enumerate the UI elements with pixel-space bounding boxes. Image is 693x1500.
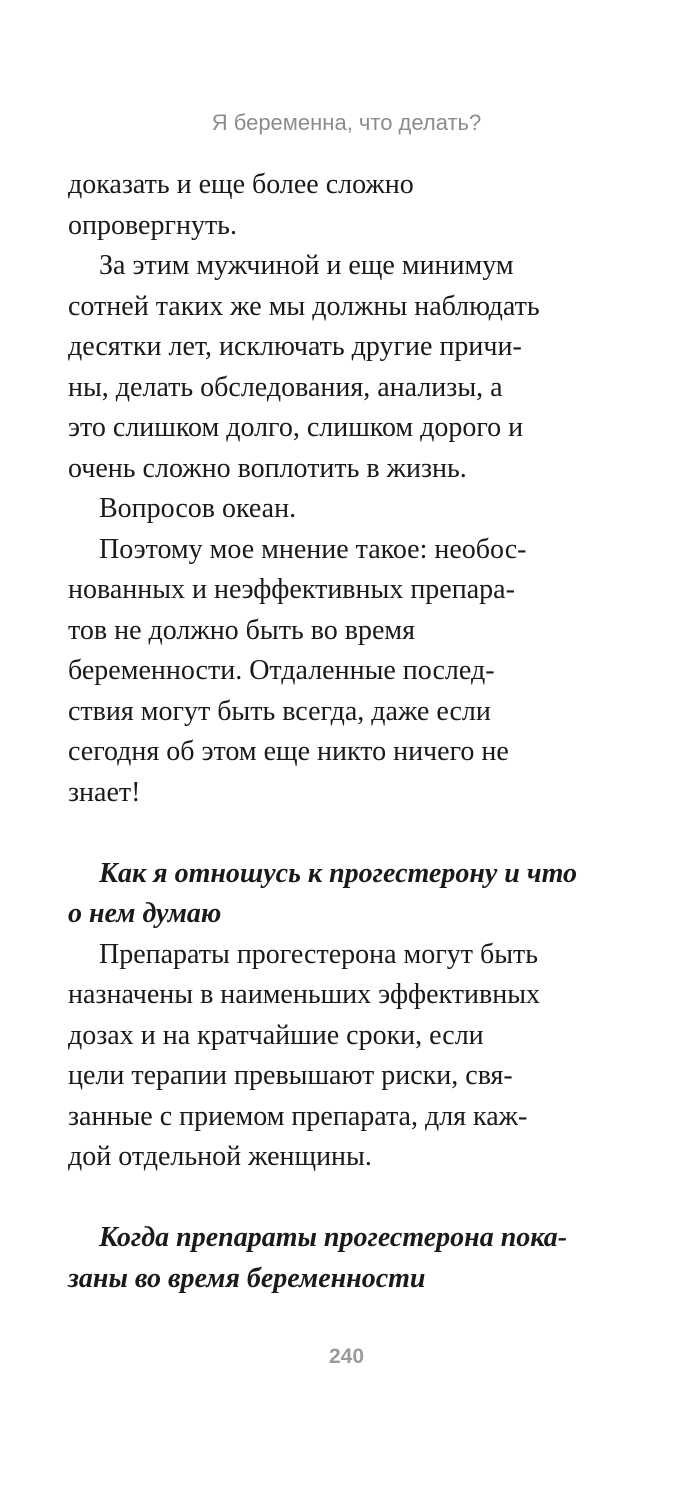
text-line: Препараты прогестерона могут быть [99, 938, 539, 970]
text-line: очень сложно воплотить в жизнь. [68, 452, 467, 484]
text-line: цели терапии превышают риски, свя- [68, 1060, 513, 1091]
text-line: сегодня об этом еще никто ничего не [68, 736, 509, 767]
text-line: беременности. Отдаленные послед- [68, 655, 495, 686]
page-number: 240 [328, 1345, 365, 1368]
section-heading [68, 854, 628, 935]
heading-line: о нем думаю [68, 898, 222, 929]
heading-line: Когда препараты прогестерона пока- [99, 1222, 568, 1253]
text-line: назначены в наименьших эффективных [68, 979, 541, 1010]
text-line: Поэтому мое мнение такое: необос- [99, 533, 527, 565]
text-line: десятки лет, исключать другие причи- [68, 331, 522, 362]
paragraph [68, 530, 628, 814]
text-line: знает! [68, 776, 141, 808]
text-line: ны, делать обследования, анализы, а [68, 371, 503, 403]
paragraph [68, 935, 628, 1178]
text-line: ствия могут быть всегда, даже если [68, 695, 491, 727]
section-heading [68, 1218, 628, 1299]
text-line: дозах и на кратчайшие сроки, если [68, 1019, 484, 1051]
text-line: нованных и неэффективных препара- [68, 574, 515, 605]
text-line: За этим мужчиной и еще минимум [99, 250, 514, 281]
text-line: это слишком долго, слишком дорого и [68, 412, 524, 443]
book-text [68, 165, 628, 1299]
text-line: доказать и еще более сложно [68, 169, 414, 200]
heading-line: Как я отношусь к прогестерону и что [99, 857, 577, 889]
paragraph [68, 246, 628, 489]
text-line: занные с приемом препарата, для каж- [68, 1100, 528, 1132]
heading-line: заны во время беременности [68, 1262, 426, 1294]
paragraph-continued [68, 165, 628, 246]
paragraph [68, 489, 628, 530]
text-line: опровергнуть. [68, 209, 237, 241]
text-line: дой отдельной женщины. [68, 1141, 372, 1172]
text-line: сотней таких же мы должны наблюдать [68, 290, 540, 322]
running-header: Я беременна, что делать? [211, 110, 482, 135]
text-line: Вопросов океан. [99, 493, 297, 524]
text-line: тов не должно быть во время [68, 614, 416, 646]
